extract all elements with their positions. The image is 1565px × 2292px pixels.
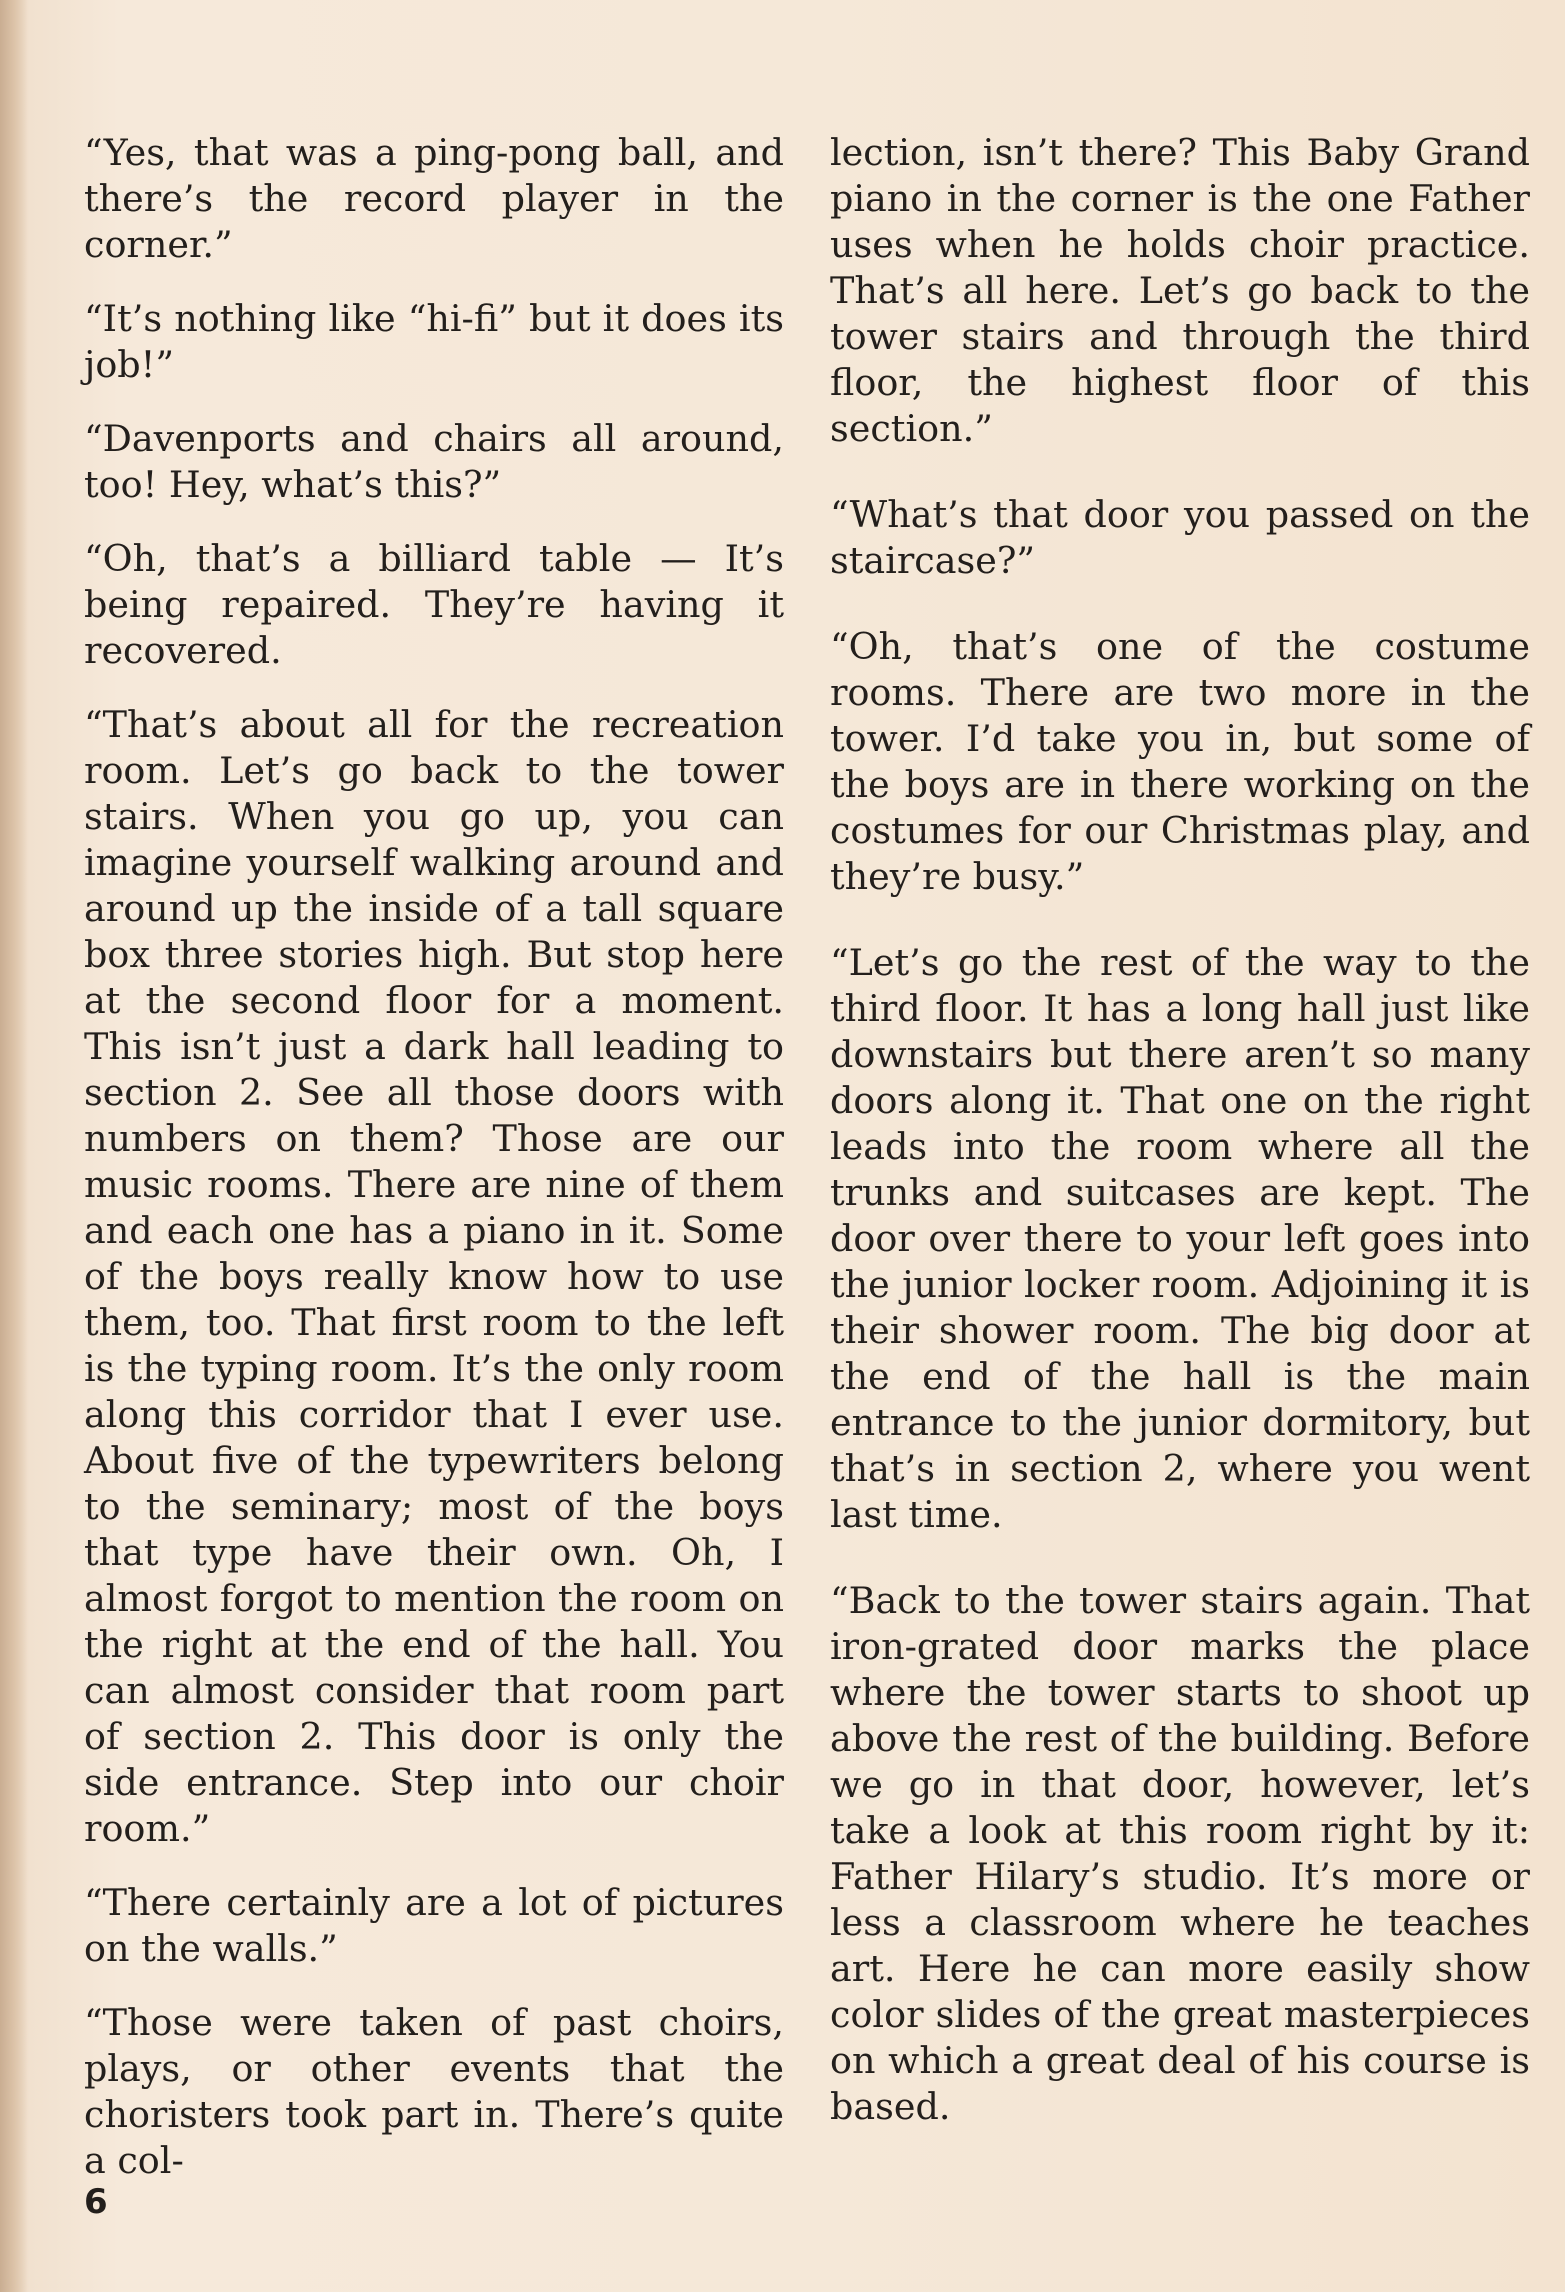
paragraph: “There certainly are a lot of pictures on the walls.” [84,1881,784,1970]
paragraph: lection, isn’t there? This Baby Grand piano in the corner is the one Father uses when he holds choir practice. That’s all here. Let’s go back to the tower stairs and through the third floor, the highest floor of this section.” [830,131,1530,450]
right-column [830,130,1530,2170]
paragraph: “Oh, that’s one of the costume rooms. There are two more in the tower. I’d take you in, but some of the boys are in there working on the costumes for our Christmas play, and they’re busy.” [830,625,1530,898]
page-number: 6 [84,2182,108,2222]
paragraph: “Oh, that’s a billiard table — It’s being repaired. They’re having it recovered. [84,537,784,672]
page-spine-shadow [0,0,28,2292]
paragraph: “Yes, that was a ping-pong ball, and there’s the record player in the corner.” [84,131,784,266]
left-column [84,130,784,2212]
paragraph: “Back to the tower stairs again. That iron-grated door marks the place where the tower starts to shoot up above the rest of the building. Before we go in that door, however, let’s take a look at this room right by it: Father Hilary’s studio. It’s more or less a classroom where he teaches art. Here he can more easily show color slides of the great masterpieces on which a great deal of his course is based. [830,1579,1530,2128]
paragraph: “What’s that door you passed on the staircase?” [830,493,1530,582]
paragraph: “Let’s go the rest of the way to the third floor. It has a long hall just like downstairs but there aren’t so many doors along it. That one on the right leads into the room where all the trunks and suitcases are kept. The door over there to your left goes into the junior locker room. Adjoining it is their shower room. The big door at the end of the hall is the main entrance to the junior dormitory, but that’s in section 2, where you went last time. [830,941,1530,1536]
paragraph: “That’s about all for the recreation room. Let’s go back to the tower stairs. When you go up, you can imagine yourself walking around and around up the inside of a tall square box three stories high. But stop here at the second floor for a moment. This isn’t just a dark hall leading to section 2. See all those doors with numbers on them? Those are our music rooms. There are nine of them and each one has a piano in it. Some of the boys really know how to use them, too. That first room to the left is the typing room. It’s the only room along this corridor that I ever use. About five of the typewriters belong to the seminary; most of the boys that type have their own. Oh, I almost forgot to mention the room on the right at the end of the hall. You can almost consider that room part of section 2. This door is only the side entrance. Step into our choir room.” [84,703,784,1850]
paragraph: “Those were taken of past choirs, plays, or other events that the choristers took part in. There’s quite a col- [84,2001,784,2182]
paragraph: “Davenports and chairs all around, too! Hey, what’s this?” [84,417,784,506]
paragraph: “It’s nothing like “hi-fi” but it does its job!” [84,297,784,386]
